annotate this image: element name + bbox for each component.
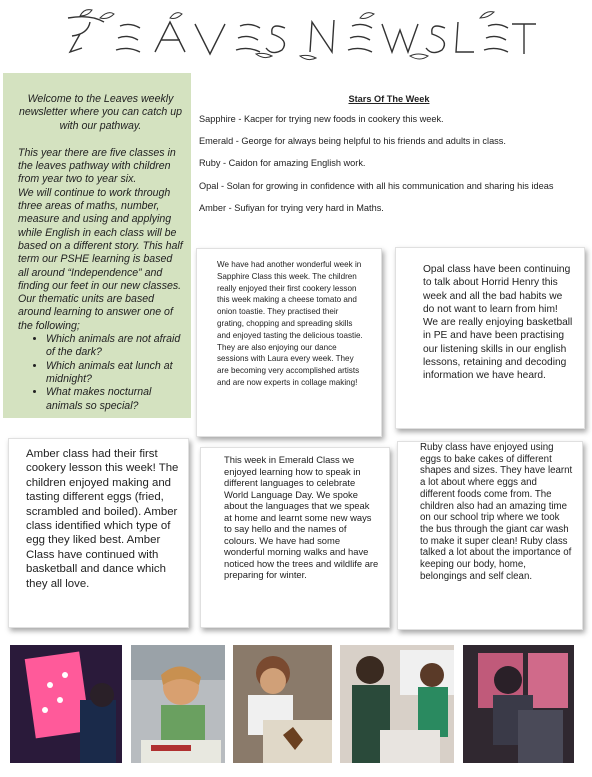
stars-heading: Stars Of The Week	[348, 94, 430, 104]
intro-paragraph-3: Our thematic units are based around learning to answer one of the following;	[18, 293, 173, 332]
emerald-class-text: This week in Emerald Class we enjoyed learning how to speak in different languages to celebrate World Language Day. We spoke about the languages that we speak at home and learnt some new ways to say hello and the names of colours. We have had some wonderful morning walks and have noticed how the trees and wildlife are preparing for winter.	[224, 454, 379, 580]
photo-children-cooking	[340, 645, 454, 763]
photo-bus-car-wash	[463, 645, 574, 763]
question-list	[18, 333, 183, 413]
star-item: Ruby - Caidon for amazing English work.	[199, 158, 366, 169]
ruby-class-box	[397, 441, 583, 630]
stars-of-the-week	[199, 94, 579, 225]
opal-class-box	[395, 247, 585, 429]
star-item: Emerald - George for always being helpful to his friends and adults in class.	[199, 136, 506, 147]
opal-class-text: Opal class have been continuing to talk about Horrid Henry this week and all the bad habits we do not want to learn from him! We are really enjoying basketball in PE and have been practising our listening skills in our english lessons, retaining and decoding information we have heard.	[423, 264, 573, 382]
leaves-newsletter-logo	[60, 4, 540, 64]
list-item: • What makes nocturnal animals so special?	[46, 386, 183, 413]
intro-paragraph: This year there are five classes in the leaves pathway with children from year two to year six.	[18, 146, 176, 186]
sapphire-class-text: We have had another wonderful week in Sapphire Class this week. The children really enjoyed their first cookery lesson this week making a cheese tomato and onion toastie. They practised their grating, chopping and spreading skills and enjoyed tasting the delicious toastie. They are also enjoying our dance sessions with Laura every week. They are becoming very accomplished artists and are now experts in collage making!	[217, 260, 363, 387]
photo-child-crafting	[233, 645, 332, 763]
star-item: Sapphire - Kacper for trying new foods in cookery this week.	[199, 114, 444, 124]
list-item: • Which animals are not afraid of the dark?	[46, 333, 183, 360]
emerald-class-box	[200, 447, 390, 628]
ruby-class-text: Ruby class have enjoyed using eggs to bake cakes of different shapes and sizes. They have learnt a lot about where eggs and different foods come from. The children also had an amazing time on our school trip where we took the bus through the giant car wash to make it super clean! Ruby class talked a lot about the importance of keeping our body, home, belongings and self clean.	[420, 442, 573, 582]
intro-paragraph-2: We will continue to work through three areas of maths, number, measure and using and applying while English in each class will be based on a different story. This half term our PSHE learning is based all around “Independence” and finding our feet in our new classes.	[18, 186, 183, 292]
photo-child-painting	[131, 645, 225, 763]
photo-light-panel	[10, 645, 122, 763]
amber-class-text: Amber class had their first cookery lesson this week! The children enjoyed making and tasting different eggs (fried, scrambled and boiled). Amber class identified which type of egg they liked best. Amber Class have continued with basketball and dance which they all love.	[26, 448, 179, 590]
sapphire-class-box	[196, 248, 382, 437]
intro-panel	[3, 73, 191, 418]
list-item: • Which animals eat lunch at midnight?	[46, 360, 183, 387]
amber-class-box	[8, 438, 189, 628]
newsletter-title	[60, 4, 540, 64]
star-item: Amber - Sufiyan for trying very hard in Maths.	[199, 202, 384, 213]
welcome-text: Welcome to the Leaves weekly newsletter where you can catch up with our pathway.	[18, 93, 183, 132]
star-item: Opal - Solan for growing in confidence with all his communication and sharing his ideas	[199, 180, 554, 191]
